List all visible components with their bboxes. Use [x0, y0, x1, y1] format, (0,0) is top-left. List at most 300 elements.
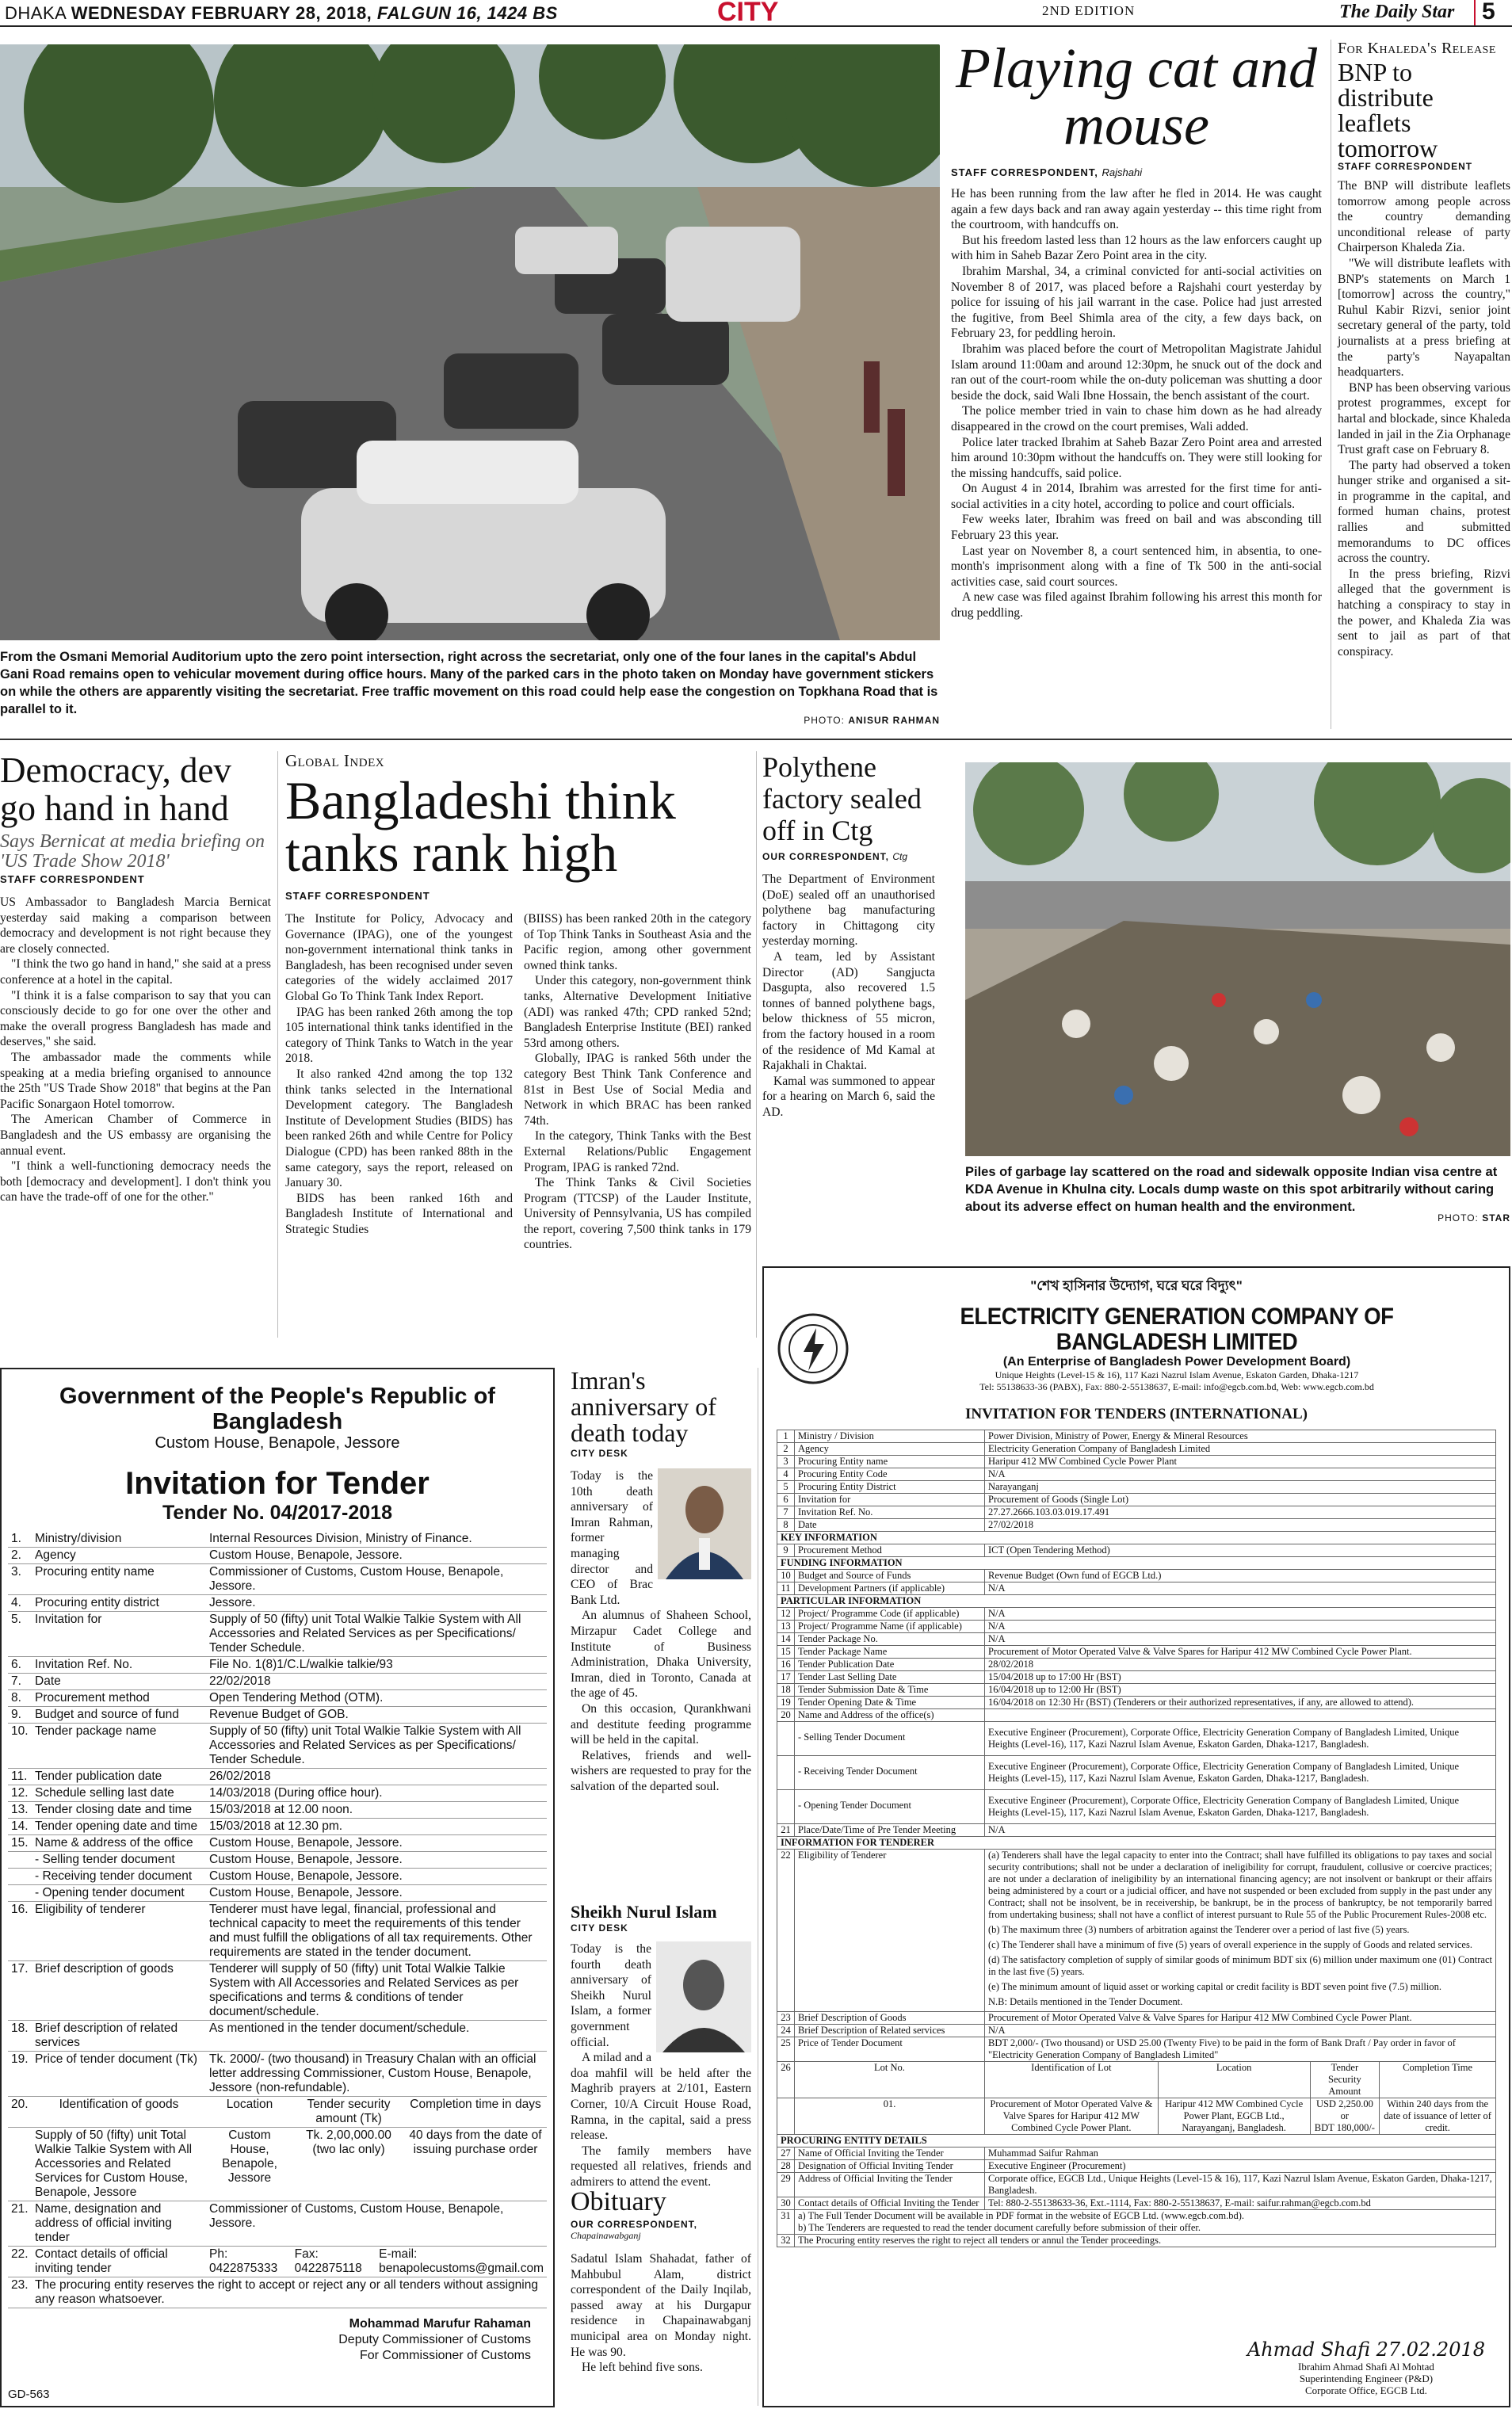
table-row — [777, 1756, 1496, 1790]
section-heading: INFORMATION FOR TENDERER — [777, 1837, 1496, 1850]
row-label: Name & address of the office — [32, 1835, 206, 1852]
table-row — [777, 1850, 1496, 2012]
row-label: Invitation Ref. No. — [32, 1657, 206, 1674]
row-number: 15 — [777, 1646, 795, 1659]
row-value: File No. 1(8)1/C.L/walkie talkie/93 — [206, 1657, 547, 1674]
lot-header: Lot No. — [795, 2062, 985, 2098]
section-title: CITY — [717, 0, 779, 27]
row-number: 31 — [777, 2210, 795, 2235]
row-value: Custom House, Benapole, Jessore. — [206, 1885, 547, 1902]
row-label: Address of Official Inviting the Tender — [795, 2173, 985, 2197]
paragraph: A team, led by Assistant Director (AD) Sangjucta Dasgupta, also recovered 1.5 tonnes of banned polythene bags, below thickness of 55 micron, from the factory housed in a room of the residence of Md Kamal at Rajakhali in Chaktai. — [762, 949, 935, 1073]
polythene-body — [762, 872, 935, 1121]
table-row — [8, 1902, 547, 1961]
row-label: Budget and Source of Funds — [795, 1570, 985, 1582]
row-value: 15/04/2018 up to 17:00 Hr (BST) — [985, 1671, 1496, 1684]
table-row — [777, 2197, 1496, 2210]
row-number: 17 — [777, 1671, 795, 1684]
egcb-title: INVITATION FOR TENDERS (INTERNATIONAL) — [965, 1406, 1308, 1422]
row-value: Open Tendering Method (OTM). — [206, 1690, 547, 1707]
row-value: 14/03/2018 (During office hour). — [206, 1785, 547, 1802]
lot-header: Completion Time — [1380, 2062, 1496, 2098]
customs-subtitle: Custom House, Benapole, Jessore — [155, 1434, 400, 1452]
egcb-enterprise: (An Enterprise of Bangladesh Power Development Board) — [1002, 1355, 1351, 1369]
paragraph: The party had observed a token hunger strike and organised a sit-in programme in the capital, and formed human chains, protest rallies and submitted memorandums to DC offices across the country. — [1338, 458, 1510, 566]
row-value: Haripur 412 MW Combined Cycle Power Plant — [985, 1456, 1496, 1468]
row-number: 27 — [777, 2147, 795, 2160]
column-divider — [277, 751, 278, 1338]
row-value: Revenue Budget of GOB. — [206, 1707, 547, 1724]
row-number: 3. — [8, 1564, 32, 1595]
row-value: Internal Resources Division, Ministry of Finance. — [206, 1531, 547, 1548]
row-value: Supply of 50 (fifty) unit Total Walkie Talkie System with All Accessories and Related Services as per Specifications/ Tender Schedule. — [206, 1612, 547, 1657]
row-21 — [8, 2201, 547, 2247]
row-22-label: Contact details of official inviting tender — [32, 2247, 206, 2277]
row-value: N/A — [985, 1824, 1496, 1837]
table-row — [777, 1684, 1496, 1697]
think-tank-col1 — [285, 911, 513, 1253]
imran-byline: CITY DESK — [571, 1448, 628, 1459]
egcb-signer-office: Corporate Office, EGCB Ltd. — [1304, 2384, 1427, 2396]
obituary-headline: Obituary — [571, 2187, 666, 2216]
table-row — [777, 1837, 1496, 1850]
row-number: 19. — [8, 2052, 32, 2097]
table-row — [777, 1557, 1496, 1570]
think-tank-kicker: Global Index — [285, 751, 385, 770]
paragraph: The family members have requested all relatives, friends and admirers to attend the event. — [571, 2144, 751, 2189]
table-row — [777, 1532, 1496, 1544]
table-row — [8, 1802, 547, 1819]
row-value: Executive Engineer (Procurement) — [985, 2160, 1496, 2173]
row-label: Designation of Official Inviting Tender — [795, 2160, 985, 2173]
fax-field: Fax: 0422875118 — [294, 2247, 362, 2275]
goods-location-header: Location — [206, 2097, 293, 2128]
row-number: 1 — [777, 1430, 795, 1443]
table-row — [777, 1659, 1496, 1671]
table-row — [777, 2062, 1496, 2098]
row-value: Supply of 50 (fifty) unit Total Walkie Talkie System with All Accessories and Related Services as per Specifications/ Tender Schedule. — [206, 1724, 547, 1769]
goods-header-row — [8, 2097, 547, 2128]
table-row — [777, 2160, 1496, 2173]
row-value: Procurement of Goods (Single Lot) — [985, 1494, 1496, 1506]
goods-security: Tk. 2,00,000.00 (two lac only) — [293, 2128, 404, 2201]
row-number: 18. — [8, 2021, 32, 2052]
paragraph: The Institute for Policy, Advocacy and Governance (IPAG), one of the youngest non-government international think tanks in Bangladesh, has been recognised under seven categories of the widely acclaimed 2017 Global Go To Think Tank Index Report. — [285, 912, 513, 1003]
row-label: Procurement Method — [795, 1544, 985, 1557]
row-number: 29 — [777, 2173, 795, 2197]
goods-row — [8, 2128, 547, 2201]
row-number — [8, 1885, 32, 1902]
table-row — [777, 1519, 1496, 1532]
row-label: Budget and source of fund — [32, 1707, 206, 1724]
table-row — [8, 1961, 547, 2021]
row-label: Brief Description of Related services — [795, 2025, 985, 2037]
obituary-byline: OUR CORRESPONDENT, — [571, 2219, 698, 2230]
row-23 — [8, 2277, 547, 2308]
table-row — [8, 2021, 547, 2052]
row-value: N/A — [985, 2025, 1496, 2037]
paragraph: Ibrahim was placed before the court of Metropolitan Magistrate Jahidul Islam around 11:00am and around 12:30pm, he snuck out of the dock and ran out of the court-room while the on-duty policeman was shutting a door beside the dock, said Wali Ibne Hossain, the bench assistant of the court. — [951, 342, 1322, 403]
row-label: Project/ Programme Name (if applicable) — [795, 1621, 985, 1633]
traffic-photo — [0, 44, 940, 640]
row-label: Procuring Entity District — [795, 1481, 985, 1494]
row-number: 9 — [777, 1544, 795, 1557]
row-value: Custom House, Benapole, Jessore. — [206, 1852, 547, 1869]
row-number: 10 — [777, 1570, 795, 1582]
row-number — [777, 1722, 795, 1756]
row-number: 14. — [8, 1819, 32, 1835]
row-value: Custom House, Benapole, Jessore. — [206, 1835, 547, 1852]
row-label: Project/ Programme Code (if applicable) — [795, 1608, 985, 1621]
egcb-tender-table — [777, 1430, 1496, 2247]
table-row — [8, 1657, 547, 1674]
customs-tender-ad — [0, 1368, 555, 2407]
cat-mouse-byline: STAFF CORRESPONDENT, Rajshahi — [951, 166, 1143, 178]
row-number: 30 — [777, 2197, 795, 2210]
row-label: Price of Tender Document — [795, 2037, 985, 2062]
row-label: Tender Opening Date & Time — [795, 1697, 985, 1709]
think-tank-columns — [285, 911, 751, 1253]
row-label: Ministry/division — [32, 1531, 206, 1548]
row-label: Brief description of goods — [32, 1961, 206, 2021]
paragraph: He has been running from the law after he fled in 2014. He was caught again a few days back and ran away again yesterday -- this time right from the courtroom, with handcuffs on. — [951, 187, 1322, 232]
paragraph: The American Chamber of Commerce in Bangladesh and the US embassy are organising the annual event. — [0, 1113, 271, 1158]
row-number: 8 — [777, 1519, 795, 1532]
row-label: Tender Last Selling Date — [795, 1671, 985, 1684]
paragraph: Few weeks later, Ibrahim was freed on bail and was absconding till February 23 this year. — [951, 513, 1322, 543]
table-row — [777, 1544, 1496, 1557]
paragraph: IPAG has been ranked 26th among the top 105 international think tanks identified in the category of Think Tanks to Watch in the year 2018. — [285, 1005, 513, 1066]
row-label: - Selling Tender Document — [795, 1722, 985, 1756]
paragraph: US Ambassador to Bangladesh Marcia Bernicat yesterday said making a comparison between democracy and development is not right because they are closely connected. — [0, 895, 271, 956]
eligibility-item: (b) The maximum three (3) numbers of arbitration against the Tenderer over a period of last five (5) years. — [988, 1924, 1410, 1935]
row-value: Power Division, Ministry of Power, Energy & Mineral Resources — [985, 1430, 1496, 1443]
lot-location: Haripur 412 MW Combined Cycle Power Plant, EGCB Ltd., Narayanganj, Bangladesh. — [1158, 2098, 1310, 2135]
row-value: Tenderer must have legal, financial, professional and technical capacity to meet the requirements of this tender and must fulfill the obligations of all tax requirements. Other requirements are stated in the tender document. — [206, 1902, 547, 1961]
table-row — [777, 2037, 1496, 2062]
row-number: 1. — [8, 1531, 32, 1548]
row-number: 2. — [8, 1548, 32, 1564]
row-number: 13 — [777, 1621, 795, 1633]
paragraph: The police member tried in vain to chase him down as he had already disappeared in the crowd on the court premises, Wali added. — [951, 404, 1322, 433]
table-row — [8, 1564, 547, 1595]
page-number: 5 — [1474, 0, 1495, 25]
row-number: 18 — [777, 1684, 795, 1697]
row-value: Tenderer will supply of 50 (fifty) unit Total Walkie Talkie System with All Accessories and Related Services as per specifications and terms & conditions of tender document/schedule. — [206, 1961, 547, 2021]
think-tank-col2 — [524, 911, 751, 1253]
table-row — [777, 1468, 1496, 1481]
table-row — [777, 1506, 1496, 1519]
row-value: Procurement of Motor Operated Valve & Valve Spares for Haripur 412 MW Combined Cycle Power Plant. — [985, 2012, 1496, 2025]
goods-security-header: Tender security amount (Tk) — [293, 2097, 404, 2128]
row-21-label: Name, designation and address of official inviting tender — [32, 2201, 206, 2247]
row-value: Electricity Generation Company of Bangladesh Limited — [985, 1443, 1496, 1456]
row-label: Eligibility of Tenderer — [795, 1850, 985, 2012]
row-number: 24 — [777, 2025, 795, 2037]
row-label: - Receiving Tender Document — [795, 1756, 985, 1790]
security-line: or — [1340, 2110, 1350, 2121]
traffic-photo-caption: From the Osmani Memorial Auditorium upto the zero point intersection, right across the secretariat, only one of the four lanes in the capital's Abdul Gani Road remains open to vehicular movement during office hours. Many of the parked cars in the photo taken on Monday have government stickers on while the others are apparently visiting the secretariat. Free traffic movement on this road could help ease the congestion on Topkhana Road that is parallel to it. — [0, 650, 938, 716]
think-tank-headline: Bangladeshi think tanks rank high — [285, 770, 676, 883]
table-row — [8, 1819, 547, 1835]
row-label: Invitation for — [32, 1612, 206, 1657]
row-label: Brief Description of Goods — [795, 2012, 985, 2025]
row-label: Invitation Ref. No. — [795, 1506, 985, 1519]
table-row — [777, 1824, 1496, 1837]
row-value: N/A — [985, 1621, 1496, 1633]
row-23-no: 23. — [8, 2277, 32, 2308]
paragraph: On August 4 in 2014, Ibrahim was arrested for the first time for anti-social activities in a city hotel, according to police and court officials. — [951, 482, 1322, 511]
row-value: BDT 2,000/- (Two thousand) or USD 25.00 (Twenty Five) to be paid in the form of Bank Draft / Pay order in favor of "Electricity Generation Company of Bangladesh Limited" — [985, 2037, 1496, 2062]
paragraph: The ambassador made the comments while speaking at a media briefing organised to announce the 25th "US Trade Show 2018" that begins at the Pan Pacific Sonargaon Hotel tomorrow. — [0, 1050, 271, 1111]
row-value: Executive Engineer (Procurement), Corporate Office, Electricity Generation Company of Bangladesh Limited, Unique Heights (Level-16), 117, Kazi Nazrul Islam Avenue, Eskaton Garden, Dhaka-1217, Bangladesh. — [985, 1722, 1496, 1756]
row-label: Procuring Entity Code — [795, 1468, 985, 1481]
table-row — [777, 1621, 1496, 1633]
democracy-article — [0, 751, 271, 1205]
cat-mouse-headline: Playing cat and mouse — [956, 36, 1317, 157]
table-row — [777, 1481, 1496, 1494]
lot-completion: Within 240 days from the date of issuance of letter of credit. — [1380, 2098, 1496, 2135]
row-21-value: Commissioner of Customs, Custom House, Benapole, Jessore. — [206, 2201, 547, 2247]
paragraph: The Department of Environment (DoE) sealed off an unauthorised polythene bag manufacturing factory in Chittagong city yesterday morning. — [762, 872, 935, 949]
row-value: Tel: 880-2-55138633-36, Ext.-1114, Fax: 880-2-55138637, E-mail: saifur.rahman@egcb.com.bd — [985, 2197, 1496, 2210]
customs-footer-table — [8, 2201, 547, 2308]
column-divider — [756, 751, 757, 1338]
table-row — [777, 2135, 1496, 2147]
paragraph: Under this category, non-government think tanks, Alternative Development Initiative (ADI) was ranked 47th; CPD ranked 52nd; Bangladesh Enterprise Institute (BEI) ranked 53rd among others. — [524, 974, 751, 1050]
paragraph: Police later tracked Ibrahim at Saheb Bazar Zero Point area and arrested him around 10:30pm without the handcuffs on. They were still looking for the missing handcuffs, said police. — [951, 435, 1322, 480]
customs-gov-title: Government of the People's Republic of Bangladesh — [59, 1384, 495, 1434]
table-row — [777, 2098, 1496, 2135]
table-row — [8, 1690, 547, 1707]
lot-identification: Procurement of Motor Operated Valve & Valve Spares for Haripur 412 MW Combined Cycle Power Plant. — [985, 2098, 1159, 2135]
row-label: Agency — [32, 1548, 206, 1564]
table-row — [777, 2210, 1496, 2235]
row-number: 7 — [777, 1506, 795, 1519]
think-tank-byline: STAFF CORRESPONDENT — [285, 890, 430, 902]
row-value: Jessore. — [206, 1595, 547, 1612]
row-number: 9. — [8, 1707, 32, 1724]
eligibility-item: (c) The Tenderer shall have a minimum of five (5) years of overall experience in the supply of Goods and related services. — [988, 1939, 1472, 1950]
row-value: 28/02/2018 — [985, 1659, 1496, 1671]
row-value: a) The Full Tender Document will be available in PDF format in the website of EGCB Ltd. (www.egcb.com.bd). b) The Tenderers are requested to read the tender document carefully before submission of their offer. — [795, 2210, 1496, 2235]
paragraph: Last year on November 8, a court sentenced him, in absentia, to one-month's imprisonment along with a fine of Tk 500 in the anti-social activities case, said court sources. — [951, 544, 1322, 589]
garbage-photo-credit: PHOTO: STAR — [1438, 1212, 1510, 1224]
table-row — [777, 1582, 1496, 1595]
table-row — [8, 2052, 547, 2097]
row-value: Custom House, Benapole, Jessore. — [206, 1548, 547, 1564]
lot-header: 26 — [777, 2062, 795, 2098]
row-number: 19 — [777, 1697, 795, 1709]
table-row — [777, 1697, 1496, 1709]
row-number — [777, 1790, 795, 1824]
nurul-headline: Sheikh Nurul Islam — [571, 1902, 717, 1922]
section-heading: PROCURING ENTITY DETAILS — [777, 2135, 1496, 2147]
lot-no: 01. — [795, 2098, 985, 2135]
lot-header: Tender Security Amount — [1310, 2062, 1380, 2098]
security-line: BDT 180,000/- — [1314, 2122, 1375, 2133]
row-value: 27.27.2666.103.03.019.17.491 — [985, 1506, 1496, 1519]
row-number: 2 — [777, 1443, 795, 1456]
row-number: 16. — [8, 1902, 32, 1961]
row-number: 16 — [777, 1659, 795, 1671]
table-row — [777, 1790, 1496, 1824]
garbage-photo — [965, 762, 1510, 1156]
row-number: 5. — [8, 1612, 32, 1657]
imran-headline: Imran's anniversary of death today — [571, 1366, 716, 1447]
customs-tender-table — [8, 1531, 547, 2097]
paragraph: Ibrahim Marshal, 34, a criminal convicted for anti-social activities on November 8 of 2017, was placed before a Rajshahi court yesterday by police for issuing of his jail warrant in the case. Police had just arrested the fugitive, from Beel Shimla area of the city, a few days back, on February 23, for peddling heroin. — [951, 264, 1322, 341]
row-number — [8, 1852, 32, 1869]
egcb-slogan: "শেখ হাসিনার উদ্যোগ, ঘরে ঘরে বিদ্যুৎ" — [1030, 1278, 1243, 1293]
eligibility-item: N.B: Details mentioned in the Tender Document. — [988, 1996, 1183, 2007]
table-row — [8, 1769, 547, 1785]
row-value: Custom House, Benapole, Jessore. — [206, 1869, 547, 1885]
table-row — [777, 1671, 1496, 1684]
obituary-location: Chapainawabganj — [571, 2230, 641, 2241]
egcb-signer-name: Ibrahim Ahmad Shafi Al Mohtad — [1298, 2361, 1434, 2373]
row-number: 11 — [777, 1582, 795, 1595]
row-value: N/A — [985, 1608, 1496, 1621]
row-label: Development Partners (if applicable) — [795, 1582, 985, 1595]
row-22-no: 22. — [8, 2247, 32, 2277]
polythene-byline: OUR CORRESPONDENT, Ctg — [762, 851, 908, 862]
democracy-deck: Says Bernicat at media briefing on 'US Trade Show 2018' — [0, 831, 265, 872]
paragraph: He left behind five sons. — [582, 2361, 703, 2375]
cat-mouse-body — [951, 186, 1322, 621]
row-value: 16/04/2018 up to 12:00 Hr (BST) — [985, 1684, 1496, 1697]
row-22-value — [206, 2247, 547, 2277]
row-value: 27/02/2018 — [985, 1519, 1496, 1532]
democracy-body — [0, 895, 271, 1205]
row-number: 32 — [777, 2235, 795, 2247]
customs-signer-title: Deputy Commissioner of Customs — [338, 2333, 531, 2346]
table-row — [777, 1646, 1496, 1659]
egcb-company-block — [857, 1304, 1496, 1393]
egcb-contact: Tel: 55138633-36 (PABX), Fax: 880-2-55138637, E-mail: info@egcb.com.bd, Web: www.egcb.com.bd — [979, 1381, 1374, 1392]
row-value: Muhammad Saifur Rahman — [985, 2147, 1496, 2160]
row-value — [985, 1709, 1496, 1722]
row-label: - Opening tender document — [32, 1885, 206, 1902]
row-label: Invitation for — [795, 1494, 985, 1506]
paragraph: In the category, Think Tanks with the Best External Relations/Public Engagement Program, IPAG is ranked 72nd. — [524, 1129, 751, 1174]
row-number: 13. — [8, 1802, 32, 1819]
table-row — [8, 1835, 547, 1852]
row-number: 7. — [8, 1674, 32, 1690]
goods-location: Custom House, Benapole, Jessore — [206, 2128, 293, 2201]
eligibility-item: (a) Tenderers shall have the legal capacity to enter into the Contract; shall have fulfilled its obligations to pay taxes and social security contributions; shall not be under a declaration of ineligibility for corrupt, fraudulent, collusive or coercive practices; are not under a declaration of ineligibility by an international financing agency; are not insolvent or bankrupt or their affairs being administered by a court or a judicial officer, and have not suspended or been excluded from supply in the past under any Contract; shall not be insolvent, be in receivership, be bankrupt, be in the process of bankruptcy, be not temporarily barred from undertaking business; shall not have a conflict of interest pursuant to Rule 55 of the Public Procurement Rules-2008 etc. — [988, 1850, 1492, 1920]
row-value: N/A — [985, 1633, 1496, 1646]
row-label: Ministry / Division — [795, 1430, 985, 1443]
row-label: Tender publication date — [32, 1769, 206, 1785]
paragraph: A new case was filed against Ibrahim following his arrest this month for drug peddling. — [951, 590, 1322, 620]
paragraph: Sadatul Islam Shahadat, father of Mahbubul Alam, district correspondent of the Daily Inqilab, passed away at his Durgapur residence in Chapainawabganj municipal area on Monday night. He was 90. — [571, 2252, 751, 2359]
row-label: Procurement method — [32, 1690, 206, 1707]
paragraph: BIDS has been ranked 16th and Bangladesh Institute of International and Strategic Studies — [285, 1191, 513, 1236]
customs-signer-office: For Commissioner of Customs — [359, 2349, 531, 2362]
goods-completion: 40 days from the date of issuing purchase order — [404, 2128, 547, 2201]
customs-heading: Invitation for Tender — [125, 1466, 430, 1501]
row-label: Tender Publication Date — [795, 1659, 985, 1671]
row-number: 14 — [777, 1633, 795, 1646]
paragraph: (BIISS) has been ranked 20th in the category of Top Think Tanks in Southeast Asia and the Pacific region, among other government owned think tanks. — [524, 912, 751, 972]
table-row — [8, 1785, 547, 1802]
row-label: Agency — [795, 1443, 985, 1456]
table-row — [8, 1612, 547, 1657]
row-number: 4 — [777, 1468, 795, 1481]
row-value: 22/02/2018 — [206, 1674, 547, 1690]
eligibility-list — [985, 1850, 1496, 2012]
table-row — [777, 1608, 1496, 1621]
row-label: Tender Package Name — [795, 1646, 985, 1659]
row-number: 25 — [777, 2037, 795, 2062]
bnp-body — [1338, 178, 1510, 659]
lot-security — [1310, 2098, 1380, 2135]
goods-no: 20. — [8, 2097, 32, 2128]
traffic-photo-credit: PHOTO: ANISUR RAHMAN — [804, 715, 940, 726]
paragraph: The BNP will distribute leaflets tomorrow among people across the country demanding unconditional release of party Chairperson Khaleda Zia. — [1338, 179, 1510, 255]
polythene-article — [762, 751, 935, 1121]
egcb-signature: Ahmad Shafi 27.02.2018 — [1247, 2338, 1485, 2361]
table-row — [8, 1885, 547, 1902]
egcb-letterhead — [777, 1304, 1496, 1393]
row-value: As mentioned in the tender document/schedule. — [206, 2021, 547, 2052]
paragraph: It also ranked 42nd among the top 132 think tanks selected in the International Development category. The Bangladesh Institute of Development Studies (BIDS) has been ranked 26th and while Centre for Policy Dialogue (CPD) has been ranked 88th in the same category, says the report, released on January 30. — [285, 1067, 513, 1190]
row-label: Tender Package No. — [795, 1633, 985, 1646]
row-value: The Procuring entity reserves the right to reject all tenders or annul the Tender proceedings. — [795, 2235, 1496, 2247]
row-number: 20 — [777, 1709, 795, 1722]
lot-header: Location — [1158, 2062, 1310, 2098]
row-label: Tender closing date and time — [32, 1802, 206, 1819]
row-number: 12. — [8, 1785, 32, 1802]
row-value: Narayanganj — [985, 1481, 1496, 1494]
customs-signer-name: Mohammad Marufur Rahaman — [349, 2317, 531, 2331]
row-value: 15/03/2018 at 12.30 pm. — [206, 1819, 547, 1835]
paragraph: An alumnus of Shaheen School, Mirzapur Cadet College and Institute of Business Administration, Dhaka University, Imran, died in Toronto, Canada at the age of 45. — [571, 1609, 751, 1701]
bnp-article — [1338, 40, 1510, 659]
customs-goods-table — [8, 2097, 547, 2201]
table-row — [777, 1430, 1496, 1443]
goods-id-header: Identification of goods — [32, 2097, 206, 2128]
table-row — [8, 1724, 547, 1769]
masthead-logo: The Daily Star — [1339, 2, 1455, 22]
paragraph: Kamal was summoned to appear for a hearing on March 6, said the AD. — [762, 1074, 935, 1119]
eligibility-item: (d) The satisfactory completion of supply of similar goods of minimum BDT six (6) million under maximum one (01) Contract in the last five (5) years. — [988, 1954, 1492, 1977]
edition-label: 2ND EDITION — [1042, 3, 1136, 18]
row-label: Date — [795, 1519, 985, 1532]
row-label: Brief description of related services — [32, 2021, 206, 2052]
think-tank-article — [285, 751, 751, 1253]
section-heading: KEY INFORMATION — [777, 1532, 1496, 1544]
bnp-headline: BNP to distribute leaflets tomorrow — [1338, 58, 1438, 162]
table-row — [777, 1456, 1496, 1468]
row-value: ICT (Open Tendering Method) — [985, 1544, 1496, 1557]
paragraph: But his freedom lasted less than 12 hours as the law enforcers caught up with him in Saheb Bazar Zero Point area in the city. — [951, 233, 1322, 263]
customs-tender-no: Tender No. 04/2017-2018 — [162, 1502, 392, 1524]
paragraph: "I think the two go hand in hand," she said at a press conference at a hotel in the capital. — [0, 957, 271, 987]
table-row — [777, 2173, 1496, 2197]
row-label: Tender opening date and time — [32, 1819, 206, 1835]
paragraph: "I think it is a false comparison to say that you can consciously decide to go for one over the other and make the overall progress Bangladesh has made and deserves," she said. — [0, 988, 271, 1049]
row-value: Executive Engineer (Procurement), Corporate Office, Electricity Generation Company of Bangladesh Limited, Unique Heights (Level-15), 117, Kazi Nazrul Islam Avenue, Eskaton Garden, Dhaka-1217, Bangladesh. — [985, 1790, 1496, 1824]
table-row — [8, 1869, 547, 1885]
row-number: 12 — [777, 1608, 795, 1621]
dateline: DHAKA WEDNESDAY FEBRUARY 28, 2018, FALGUN 16, 1424 BS — [5, 3, 558, 23]
row-number: 4. — [8, 1595, 32, 1612]
egcb-logo-icon — [777, 1312, 850, 1385]
row-label: Procuring entity district — [32, 1595, 206, 1612]
paragraph: A milad and a doa mahfil will be held after the Maghrib prayers at 2/101, Eastern Corner, 10/A Circuit House Road, Ramna, in the capital, said a press release. — [571, 2051, 751, 2143]
